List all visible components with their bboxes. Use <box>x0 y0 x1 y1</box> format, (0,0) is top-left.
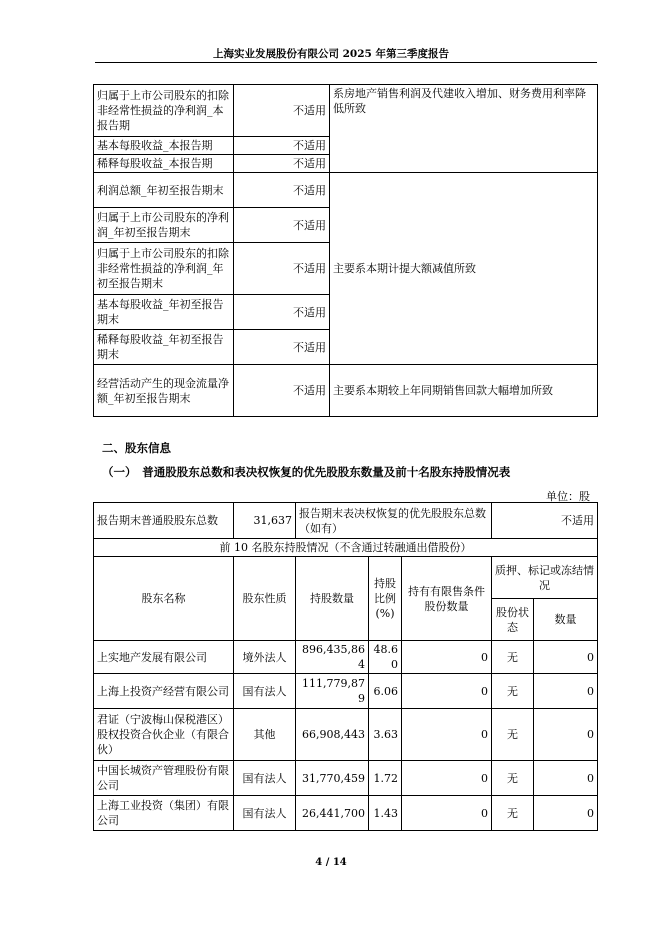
table-row <box>94 709 598 761</box>
holder-status: 无 <box>492 641 534 674</box>
col-header-ratio: 持股比例(%) <box>369 557 402 641</box>
indicator-value: 不适用 <box>234 295 330 330</box>
table-row <box>94 641 598 674</box>
table-header-row <box>94 557 598 599</box>
indicator-label: 基本每股收益_本报告期 <box>94 137 234 155</box>
top10-title: 前 10 名股东持股情况（不含通过转融通出借股份） <box>94 539 598 557</box>
holder-name: 上海工业投资（集团）有限公司 <box>94 796 234 831</box>
col-header-pledge: 质押、标记或冻结情况 <box>492 557 598 599</box>
total-holders-label: 报告期末普通股股东总数 <box>94 503 234 539</box>
col-header-name: 股东名称 <box>94 557 234 641</box>
indicator-value: 不适用 <box>234 173 330 208</box>
indicator-label: 归属于上市公司股东的扣除非经常性损益的净利润_本报告期 <box>94 85 234 137</box>
holder-restricted: 0 <box>402 796 492 831</box>
holder-name: 中国长城资产管理股份有限公司 <box>94 761 234 796</box>
table-row <box>94 85 598 137</box>
holder-nature: 国有法人 <box>234 761 296 796</box>
holder-ratio: 1.43 <box>369 796 402 831</box>
holder-status: 无 <box>492 674 534 709</box>
indicator-value: 不适用 <box>234 365 330 417</box>
pref-holders-label: 报告期末表决权恢复的优先股股东总数（如有） <box>296 503 492 539</box>
indicator-label: 经营活动产生的现金流量净额_年初至报告期末 <box>94 365 234 417</box>
col-header-restricted: 持有有限售条件股份数量 <box>402 557 492 641</box>
table-row <box>94 365 598 417</box>
table-row <box>94 503 598 539</box>
page-number: 4 / 14 <box>315 857 347 868</box>
change-reason: 主要系本期计提大额减值所致 <box>330 173 598 365</box>
unit-label: 单位：股 <box>546 490 590 503</box>
holder-qty: 0 <box>534 796 598 831</box>
indicator-value: 不适用 <box>234 85 330 137</box>
header-rule <box>95 62 597 63</box>
indicator-label: 稀释每股收益_本报告期 <box>94 155 234 173</box>
holder-nature: 国有法人 <box>234 674 296 709</box>
holder-name: 上实地产发展有限公司 <box>94 641 234 674</box>
holder-restricted: 0 <box>402 709 492 761</box>
holder-restricted: 0 <box>402 641 492 674</box>
holder-nature: 其他 <box>234 709 296 761</box>
holder-restricted: 0 <box>402 674 492 709</box>
holder-status: 无 <box>492 709 534 761</box>
holder-ratio: 3.63 <box>369 709 402 761</box>
holder-status: 无 <box>492 796 534 831</box>
indicator-value: 不适用 <box>234 330 330 365</box>
col-header-status: 股份状态 <box>492 599 534 641</box>
holder-shares: 111,779,879 <box>296 674 369 709</box>
holder-qty: 0 <box>534 709 598 761</box>
holder-name: 上海上投资产经营有限公司 <box>94 674 234 709</box>
section-subtitle: （一） 普通股股东总数和表决权恢复的优先股股东数量及前十名股东持股情况表 <box>102 465 511 479</box>
change-reason: 主要系本期较上年同期销售回款大幅增加所致 <box>330 365 598 417</box>
indicator-value: 不适用 <box>234 155 330 173</box>
indicator-value: 不适用 <box>234 137 330 155</box>
holder-qty: 0 <box>534 641 598 674</box>
holder-shares: 66,908,443 <box>296 709 369 761</box>
col-header-shares: 持股数量 <box>296 557 369 641</box>
holder-ratio: 48.60 <box>369 641 402 674</box>
table-row <box>94 539 598 557</box>
indicator-value: 不适用 <box>234 208 330 243</box>
holder-nature: 国有法人 <box>234 796 296 831</box>
col-header-nature: 股东性质 <box>234 557 296 641</box>
section-title: 二、股东信息 <box>102 441 171 455</box>
indicator-label: 归属于上市公司股东的扣除非经常性损益的净利润_年初至报告期末 <box>94 243 234 295</box>
indicator-value: 不适用 <box>234 243 330 295</box>
holder-shares: 26,441,700 <box>296 796 369 831</box>
shareholders-table <box>93 502 598 831</box>
table-row <box>94 761 598 796</box>
holder-ratio: 1.72 <box>369 761 402 796</box>
col-header-qty: 数量 <box>534 599 598 641</box>
table-row <box>94 674 598 709</box>
page-header: 上海实业发展股份有限公司 2025 年第三季度报告 <box>212 48 450 60</box>
change-reason: 系房地产销售利润及代建收入增加、财务费用利率降低所致 <box>330 85 598 173</box>
indicator-label: 利润总额_年初至报告期末 <box>94 173 234 208</box>
holder-qty: 0 <box>534 761 598 796</box>
financial-indicators-table <box>93 84 598 417</box>
holder-ratio: 6.06 <box>369 674 402 709</box>
holder-qty: 0 <box>534 674 598 709</box>
pref-holders-value: 不适用 <box>492 503 598 539</box>
indicator-label: 基本每股收益_年初至报告期末 <box>94 295 234 330</box>
holder-name: 君证（宁波梅山保税港区）股权投资合伙企业（有限合伙） <box>94 709 234 761</box>
indicator-label: 稀释每股收益_年初至报告期末 <box>94 330 234 365</box>
table-row <box>94 796 598 831</box>
holder-status: 无 <box>492 761 534 796</box>
indicator-label: 归属于上市公司股东的净利润_年初至报告期末 <box>94 208 234 243</box>
holder-shares: 31,770,459 <box>296 761 369 796</box>
table-row <box>94 173 598 208</box>
holder-restricted: 0 <box>402 761 492 796</box>
total-holders-value: 31,637 <box>234 503 296 539</box>
holder-nature: 境外法人 <box>234 641 296 674</box>
holder-shares: 896,435,864 <box>296 641 369 674</box>
